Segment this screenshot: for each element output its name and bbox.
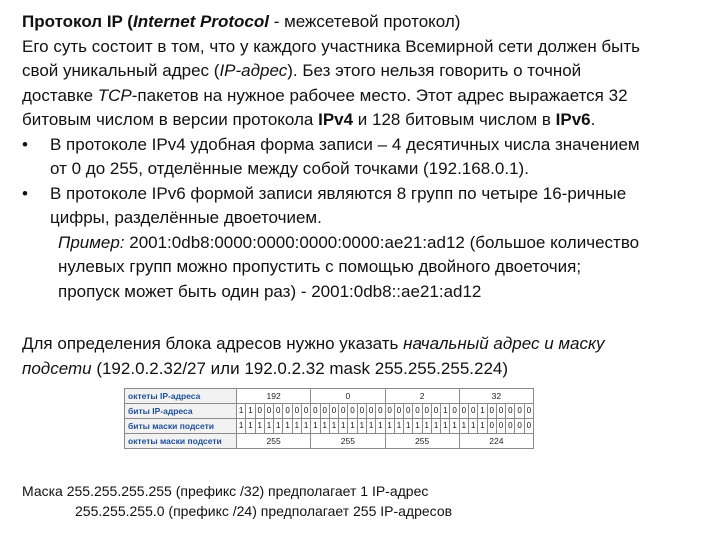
table-bit-cell: 0 <box>487 404 496 419</box>
bullet-mark: • <box>22 183 28 203</box>
table-bit-cell: 1 <box>441 404 450 419</box>
table-row-label: октеты маски подсети <box>125 434 237 449</box>
table-bit-cell: 1 <box>339 419 348 434</box>
table-bit-cell: 0 <box>459 404 468 419</box>
table-bit-cell: 1 <box>301 419 310 434</box>
table-bit-cell: 1 <box>348 419 357 434</box>
table-bit-cell: 1 <box>320 419 329 434</box>
intro-l3a: доставке <box>22 85 98 105</box>
table-bit-cell: 1 <box>237 419 246 434</box>
table-bit-cell: 0 <box>264 404 273 419</box>
bullet-body <box>50 182 706 231</box>
example-label: Пример: <box>58 232 125 252</box>
table-bit-cell: 1 <box>413 419 422 434</box>
table-bit-cell: 0 <box>366 404 375 419</box>
table-bit-cell: 1 <box>394 419 403 434</box>
intro-line-1: Его суть состоит в том, что у каждого участника Всемирной сети должен быть <box>22 36 641 56</box>
intro-l2b: IP-адрес <box>219 61 288 80</box>
table-octet-cell: 192 <box>237 389 311 404</box>
table-bit-cell: 1 <box>431 419 440 434</box>
table-bit-cell: 1 <box>478 404 487 419</box>
example-line-2: нулевых групп можно пропустить с помощью двойного двоеточия; <box>58 257 582 276</box>
table-octet-cell: 224 <box>459 434 533 449</box>
table-octet-cell: 255 <box>385 434 459 449</box>
table-bit-cell: 1 <box>246 419 255 434</box>
table-bit-cell: 1 <box>422 419 431 434</box>
example-l1: 2001:0db8:0000:0000:0000:0000:ae21:ad12 (большое количество <box>124 232 640 252</box>
definition-l2a: подсети <box>22 358 92 378</box>
table-bit-cell: 0 <box>506 404 515 419</box>
table-bit-cell: 0 <box>357 404 366 419</box>
table-bit-cell: 1 <box>274 419 283 434</box>
table-bit-cell: 1 <box>478 419 487 434</box>
table-bit-cell: 1 <box>311 419 320 434</box>
intro-l4a: битовым числом в версии протокола <box>22 110 319 129</box>
intro-l2a: свой уникальный адрес ( <box>22 61 220 80</box>
intro-line-4 <box>22 108 706 133</box>
table-bit-cell: 1 <box>246 404 255 419</box>
table-bit-cell: 1 <box>329 419 338 434</box>
table-bit-cell: 0 <box>496 404 505 419</box>
table-bit-cell: 1 <box>404 419 413 434</box>
table-bit-cell: 0 <box>487 419 496 434</box>
table-bit-cell: 0 <box>320 404 329 419</box>
heading-suffix: - межсетевой протокол) <box>268 12 461 31</box>
intro-l4e: . <box>590 110 596 129</box>
table-bit-cell: 1 <box>385 419 394 434</box>
table-bit-cell: 0 <box>348 404 357 419</box>
table-octet-cell: 255 <box>237 434 311 449</box>
table-bit-cell: 0 <box>524 419 533 434</box>
table-bit-cell: 0 <box>404 404 413 419</box>
heading-italic: Internet Protocol <box>132 12 269 31</box>
intro-l4c: и 128 битовым числом в <box>353 110 556 129</box>
intro-l3c: -пакетов на нужное рабочее место. Этот адрес выражается 32 <box>131 85 628 105</box>
subnet-table-body <box>125 389 534 449</box>
table-bit-cell: 0 <box>496 419 505 434</box>
table-bit-cell: 0 <box>450 404 459 419</box>
main-text <box>22 10 706 304</box>
table-row-label: биты маски подсети <box>125 419 237 434</box>
table-bit-cell: 0 <box>385 404 394 419</box>
table-bit-cell: 1 <box>469 419 478 434</box>
example-line-3: пропуск может быть один раз) - 2001:0db8::ae21:ad12 <box>58 281 482 301</box>
table-row <box>125 434 534 449</box>
table-bit-cell: 0 <box>301 404 310 419</box>
bullet-ipv6-line-1: В протоколе IPv6 формой записи являются 8 групп по четыре 16-ричные <box>50 183 627 203</box>
example-block <box>22 231 706 305</box>
intro-l4d: IPv6 <box>555 110 591 129</box>
heading-prefix: Протокол IP ( <box>22 12 133 31</box>
definition-text <box>22 332 706 381</box>
table-bit-cell: 0 <box>311 404 320 419</box>
table-bit-cell: 0 <box>515 404 524 419</box>
table-row-label: октеты IP-адреса <box>125 389 237 404</box>
table-bit-cell: 1 <box>237 404 246 419</box>
intro-l3b: TCP <box>97 85 132 105</box>
table-row <box>125 404 534 419</box>
table-row <box>125 389 534 404</box>
bullet-ipv6-line-2: цифры, разделённые двоеточием. <box>50 208 322 227</box>
intro-l2c: ). Без этого нельзя говорить о точной <box>287 61 582 80</box>
table-bit-cell: 1 <box>459 419 468 434</box>
example-line-1 <box>58 231 706 256</box>
table-bit-cell: 1 <box>357 419 366 434</box>
table-bit-cell: 1 <box>441 419 450 434</box>
definition-line-1 <box>22 332 706 357</box>
bullet-ipv4-line-1: В протоколе IPv4 удобная форма записи – 4 десятичных числа значением <box>50 134 640 154</box>
table-bit-cell: 0 <box>274 404 283 419</box>
bullet-ipv6 <box>22 182 706 231</box>
table-octet-cell: 2 <box>385 389 459 404</box>
footnote-line-1: Маска 255.255.255.255 (префикс /32) предполагает 1 IP-адрес <box>22 483 429 499</box>
table-bit-cell: 0 <box>339 404 348 419</box>
table-bit-cell: 1 <box>283 419 292 434</box>
definition-l2b: (192.0.2.32/27 или 192.0.2.32 mask 255.255.255.224) <box>91 358 509 378</box>
intro-l4b: IPv4 <box>318 110 354 129</box>
table-bit-cell: 0 <box>376 404 385 419</box>
bullet-body <box>50 133 706 182</box>
table-bit-cell: 1 <box>450 419 459 434</box>
intro-line-3 <box>22 84 706 109</box>
table-bit-cell: 1 <box>366 419 375 434</box>
footnote-line-2: 255.255.255.0 (префикс /24) предполагает 255 IP-адресов <box>75 503 453 519</box>
table-row-label: биты IP-адреса <box>125 404 237 419</box>
definition-l1b: начальный адрес и маску <box>403 334 605 353</box>
table-bit-cell: 0 <box>422 404 431 419</box>
table-bit-cell: 1 <box>376 419 385 434</box>
table-bit-cell: 1 <box>292 419 301 434</box>
table-octet-cell: 255 <box>311 434 385 449</box>
table-octet-cell: 32 <box>459 389 533 404</box>
table-bit-cell: 0 <box>394 404 403 419</box>
table-bit-cell: 0 <box>255 404 264 419</box>
bullet-mark: • <box>22 134 28 154</box>
table-row <box>125 419 534 434</box>
bullet-ipv4 <box>22 133 706 182</box>
table-bit-cell: 0 <box>292 404 301 419</box>
table-bit-cell: 0 <box>506 419 515 434</box>
table-bit-cell: 0 <box>283 404 292 419</box>
table-bit-cell: 1 <box>264 419 273 434</box>
table-bit-cell: 0 <box>329 404 338 419</box>
table-bit-cell: 0 <box>524 404 533 419</box>
table-bit-cell: 0 <box>431 404 440 419</box>
table-octet-cell: 0 <box>311 389 385 404</box>
table-bit-cell: 0 <box>469 404 478 419</box>
heading <box>22 10 706 35</box>
definition-l1a: Для определения блока адресов нужно указать <box>22 334 404 353</box>
table-bit-cell: 0 <box>413 404 422 419</box>
definition-line-2 <box>22 357 706 382</box>
table-bit-cell: 0 <box>515 419 524 434</box>
intro-line-2 <box>22 59 706 84</box>
table-bit-cell: 1 <box>255 419 264 434</box>
bullet-ipv4-line-2: от 0 до 255, отделённые между собой точками (192.168.0.1). <box>50 159 529 178</box>
subnet-table <box>124 388 534 449</box>
